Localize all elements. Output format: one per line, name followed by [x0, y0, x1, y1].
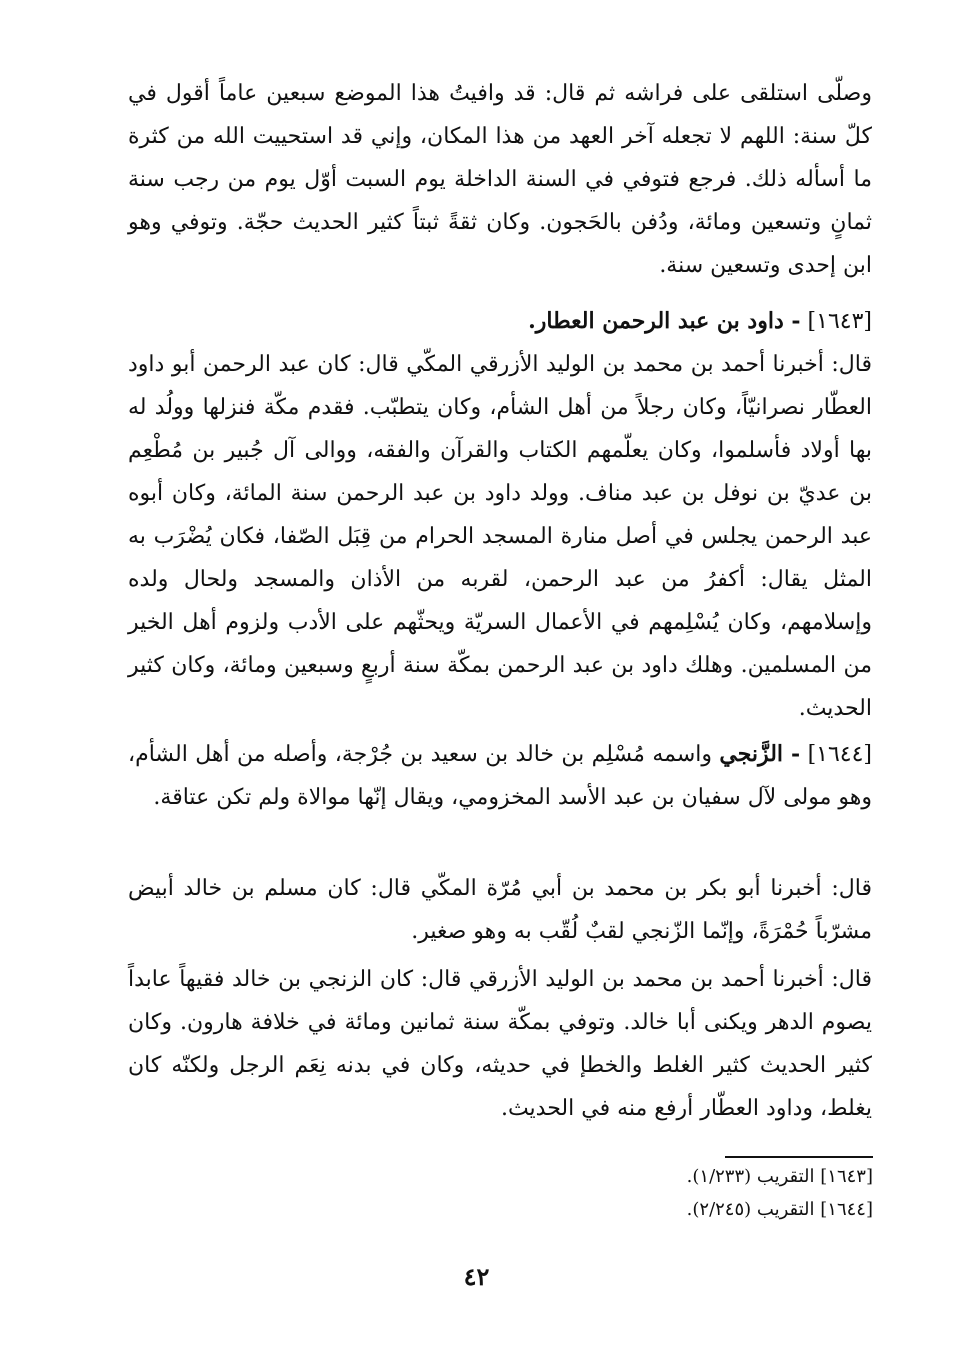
- entry-heading-1644: [128, 733, 872, 819]
- paragraph-abu-bakr-narration: قال: أخبرنا أبو بكر بن محمد بن أبي مُرّة المكّي قال: كان مسلم بن خالد أبيض مشرّباً حُمْرَةً، وإنّما الزّنجي لقبٌ لُقّب به وهو صغير.: [128, 876, 872, 944]
- footnote-divider: [725, 1156, 873, 1158]
- entry-text: واسمه مُسْلِم بن خالد بن سعيد بن جُرْجة، وأصله من أهل الشأم، وهو مولى لآل سفيان بن عبد الأسد المخزومي، ويقال إنّها موالاة ولم تكن عتاقة.: [128, 742, 872, 810]
- page-number: ٤٢: [463, 1262, 490, 1291]
- entry-number: [١٦٤٣]: [807, 309, 872, 334]
- entry-name: - الزَّنجي: [719, 741, 801, 767]
- entry-heading-1643: [128, 300, 872, 343]
- paragraph-azraqi-narration: قال: أخبرنا أحمد بن محمد بن الوليد الأزرقي قال: كان الزنجي بن خالد فقيهاً عابداً يصوم الدهر ويكنى أبا خالد. وتوفي بمكّة سنة ثمانين ومائة في خلافة هارون. وكان كثير الحديث كثير الغلط والخطإ في حديثه، وكان في بدنه نِعَم الرجل ولكنّه كان يغلط، وداود العطّار أرفع منه في الحديث.: [128, 967, 872, 1121]
- footnote-1643: [١٦٤٣] التقريب (١/٢٣٣).: [686, 1166, 873, 1187]
- paragraph-dawud-al-attar: قال: أخبرنا أحمد بن محمد بن الوليد الأزرقي المكّي قال: كان عبد الرحمن أبو داود العطّار نصرانيّاً، وكان رجلاً من أهل الشأم، وكان يتطبّب. فقدم مكّة فنزلها وولُد له بها أولاد فأسلموا، وكان يعلّمهم الكتاب والقرآن والفقه، ووالى آل جُبير بن مُطْعِم بن عديّ بن نوفل بن عبد مناف. وولد داود بن عبد الرحمن سنة المائة، وكان أبوه عبد الرحمن يجلس في أصل منارة المسجد الحرام من قِبَل الصّفا، فكان يُضْرَب به المثل يقال: أكفرُ من عبد الرحمن، لقربه من الأذان والمسجد ولحال ولده وإسلامهم، وكان يُسْلِمهم في الأعمال السريّة ويحثّهم على الأدب ولزوم أهل الخير من المسلمين. وهلك داود بن عبد الرحمن بمكّة سنة أربعٍ وسبعين ومائة، وكان كثير الحديث.: [128, 352, 872, 721]
- entry-number: [١٦٤٤]: [807, 742, 873, 767]
- paragraph-continuation: وصلّى استلقى على فراشه ثم قال: قد وافيتُ هذا الموضع سبعين عاماً أقول في كلّ سنة: اللهم لا تجعله آخر العهد من هذا المكان، وإني قد استحييت الله من كثرة ما أسأله ذلك. فرجع فتوفي في السنة الداخلة يوم السبت أوّل يوم من رجب سنة ثمانٍ وتسعين ومائة، ودُفن بالحَجون. وكان ثقةً ثبتاً كثير الحديث حجّة. وتوفي وهو ابن إحدى وتسعين سنة.: [128, 81, 872, 278]
- footnotes: [473, 1160, 873, 1226]
- footnote-1644: [١٦٤٤] التقريب (٢/٢٤٥).: [686, 1199, 873, 1220]
- entry-name: - داود بن عبد الرحمن العطار.: [528, 308, 801, 334]
